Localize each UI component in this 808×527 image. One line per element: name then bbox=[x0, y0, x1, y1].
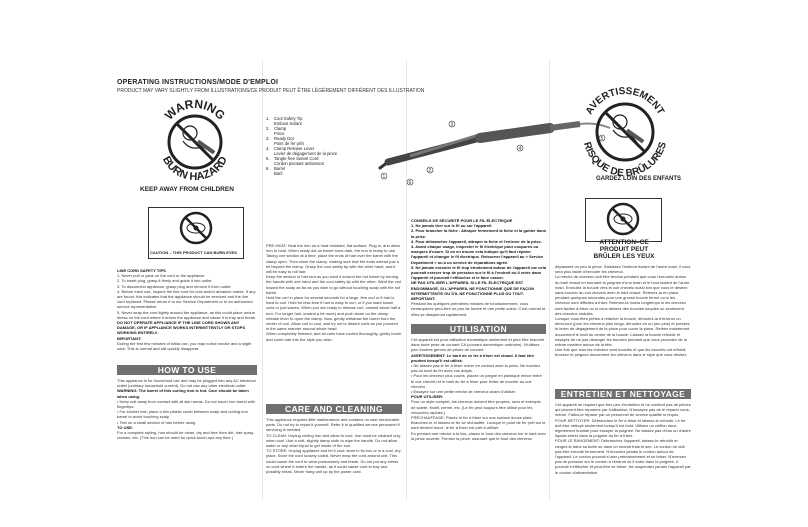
important-text: During the first few minutes of initial use, you may notice smoke and a slight odor. This is normal and will quickly disappear. bbox=[117, 340, 252, 352]
fr-safety-heading: CONSEILS DE SÉCURITÉ POUR LE FIL ÉLECTRIQUE bbox=[411, 218, 513, 223]
how-to-use-warning: WARNING: The barrel of this curling iron is hot. Care should be taken when using. bbox=[117, 388, 249, 399]
list-item: 2. To insert plug, grasp it firmly and guide it into outlet. bbox=[117, 278, 213, 284]
pour-utiliser-label: POUR UTILISER: bbox=[411, 394, 444, 400]
list-item: 5. Tangle-free Swivel Cord Cordon pivotant antitorsion bbox=[266, 156, 325, 166]
fr-paragraph: dépassent un peu la pince. Saisissez l'embout isolant de l'autre main, il vous sera plus facile d'enrouler les cheveux. bbox=[555, 264, 691, 275]
damage-warning: DO NOT OPERATE APPLIANCE IF THE LINE CORD SHOWS ANY DAMAGE, OR IF APPLIANCE WORKS INTERMITTENTLY OR STOPS WORKING ENTIRELY. bbox=[117, 320, 246, 336]
fr-badge-top: AVERTISSEMENT bbox=[583, 85, 667, 117]
fr-paragraph: La mèche de cheveux doit être tendue pendant que vous l'enroulez autour du baril chaud en tournant la poignée d'une main et le bout isolant de l'autre main. Enroulez la boucle vers le cuir chevelu aussi loin que vous le désirez sans toucher au cuir chevelu avec le baril chaud. Retenez-la en place pendant quelques secondes pour une grosse boucle ferme ou si les cheveux sont difficiles à friser. Retenez-la moins longtemps si les cheveux sont faciles à friser ou si vous désirez des boucles souples ou seulement des cheveux ondulés. bbox=[555, 274, 690, 316]
fr-safety-section bbox=[411, 218, 546, 317]
fold-line bbox=[262, 60, 263, 500]
fr-continued-section bbox=[555, 264, 691, 358]
list-item: 1. Ne jamais tirer sur le fil ou sur l'appareil. bbox=[411, 223, 493, 229]
care-intro: This appliance requires little maintenance and contains no user serviceable parts. Do not try to repair it yourself. Refer it to qualified service personnel if servicing is needed. bbox=[266, 417, 400, 433]
list-item: 2. Pour brancher la fiche : Attraper fermement la fiche et la guider dans la prise. bbox=[411, 228, 546, 239]
page-subtitle: PRODUCT MAY VARY SLIGHTLY FROM ILLUSTRATIONS/CE PRODUIT PEUT ÊTRE LÉGÈREMENT DIFFÉRENT DES ILLUSTRATION bbox=[117, 88, 425, 94]
care-to-store: TO STORE: Unplug appliance and let it cool; store in its box or in a cool, dry place. Store the cord loosely coiled. Never wrap the cord around unit. This could cause the cord to wear prematurely and break. Do not put any stress on cord where it enters the handle, as it could cause cord to fray and possibly break. Never hang unit up by the power cord. bbox=[266, 448, 401, 475]
list-item: 4. Clamp Release Lever Levier de dégagement de la pince bbox=[266, 146, 338, 156]
how-to-use-section bbox=[117, 378, 257, 440]
important-label: IMPORTANT: bbox=[117, 335, 142, 341]
warning-badge-bottom: BURN HAZARD bbox=[160, 154, 230, 184]
entretien-section bbox=[555, 402, 691, 475]
svg-text:5: 5 bbox=[600, 136, 604, 142]
burn-hazard-badge bbox=[150, 95, 240, 190]
list-item: 3. To disconnect appliance, grasp plug and remove it from outlet. bbox=[117, 283, 232, 289]
utilisation-warning: AVERTISSEMENT: Le baril de ce fer à friser est chaud. Il faut être prudent lorsqu'il est utilisé. bbox=[411, 352, 535, 363]
list-item: 5. Ne jamais enrouler le fil trop étroitement autour de l'appareil car cela pourrait exercer trop de pression sur le fil à l'endroit où il entre dans l'appareil et pourrait l'effilocher et le faire casser. bbox=[411, 264, 546, 281]
operation-paragraph: Hold the curl in place for several seconds for a large, firm curl or if hair is hard to curl. Hold for less time if hair is easy to curl, or if you want looser curls or just waves. When you are ready to release curl, unwind about half a turn. For longer hair, unwind a bit more) and push down on the clamp release lever to open the clamp. Now, gently withdraw the barrel from the center of curl. Allow curl to cool, and try not to disturb curls as you proceed in the same manner around whole head. bbox=[266, 295, 401, 332]
list-item: • Ne laissez pas le fer à friser entrer en contact avec la peau. Ne touchez pas au baril du fer avec vos doigts. bbox=[411, 363, 541, 374]
operation-paragraph: When completely finished, and all curls have cooled thoroughly, gently brush and comb hair into the style you wish. bbox=[266, 331, 402, 342]
utilisation-section bbox=[411, 337, 546, 441]
operation-paragraph: Taking one section at a time, place the ends of hair over the barrel with the clamp open. Then close the clamp, making sure that the ends extend just a bit beyond the clamp. Grasp the cool safety tip with the other hand, and it will be easy to roll hair. bbox=[266, 253, 399, 275]
fr-damage-warning: NE PAS UTILISER L'APPAREIL SI LE FIL ÉLECTRIQUE EST ENDOMMAGÉ, SI L'APPAREIL NE FONCTIONNE QUE DE FAÇON INTERMITTENTE OU S'IL NE FONCTIONNE PLUS DU TOUT. bbox=[411, 280, 535, 296]
operation-paragraph: PRE-HEAT: Heat the iron on a heat resistant, flat surface. Plug in, and allow iron to heat. When ready dot on barrel turns dark, the iron is ready to use. bbox=[266, 243, 400, 254]
list-item: • Keep unit away from contact with all skin areas. Do not touch iron barrel with fingertips. bbox=[117, 398, 255, 410]
fr-badge-bottom: RISQUE DE BRÛLURES bbox=[580, 140, 670, 180]
fr-paragraph: Une fois que tous les cheveux sont bouclés et que les boucles ont refroidi, brossez et peignez doucement les cheveux dans le style que vous désirez. bbox=[555, 347, 688, 358]
operation-paragraph: Keep the section of hair taut as you wind it around the hot barrel by turning the handle with one hand and the cool safety tip with the other. Wind the curl toward the scalp as far as you wish to go without touching scalp with the hot barrel. bbox=[266, 274, 402, 295]
list-item: 1. Cool Safety Tip Embout isolant bbox=[266, 116, 303, 126]
svg-text:3: 3 bbox=[450, 122, 454, 128]
risque-brulures-badge bbox=[575, 82, 675, 180]
page-title: OPERATING INSTRUCTIONS/MODE D'EMPLOI bbox=[117, 79, 279, 86]
care-section bbox=[266, 417, 402, 474]
safety-tips-heading: LINE CORD SAFETY TIPS bbox=[117, 268, 166, 273]
list-item: 2. Clamp Pince bbox=[266, 126, 287, 136]
fr-keep-away-label: GARDEZ LOIN DES ENFANTS bbox=[596, 176, 682, 182]
list-item: 6. Barrel Baril bbox=[266, 166, 286, 176]
list-item: • Pour les cheveux plus courts, placez un peigne en plastique mince entre le cuir chevelu et le baril du fer à friser pour éviter de toucher au cuir chevelu. bbox=[411, 373, 542, 389]
svg-text:AVERTISSEMENT bbox=[584, 86, 666, 117]
list-item: 1. Never pull or yank on the cord or the appliance. bbox=[117, 273, 206, 279]
pour-utiliser-text: Pour un style complet, les cheveux doivent être propres, secs et exempts de saleté, fixatif, crème, etc. (Le fer peut toujours être utilisé pour les retouches rapides.) bbox=[411, 399, 541, 415]
safety-tips bbox=[117, 268, 257, 351]
entretien-nettoyer: POUR NETTOYER: Débranchez le fer à friser et laissez-le refroidir. Le fer doit être nettoyé seulement lorsqu'il est froid. Utilisez un chiffon doux, légèrement humide pour essuyer la poignée. Ne laissez pas d'eau ou d'autre liquide entrer dans la poignée du fer à friser. bbox=[555, 417, 691, 439]
list-item: 3. Ready Dot Point de fer prêt bbox=[266, 136, 304, 146]
operation-section bbox=[266, 243, 402, 342]
prendre-text: En prenant une mèche à la fois, placez le bout des cheveux sur le baril avec la pince ouverte. Fermez la pince, assurant que le bout des cheveux bbox=[411, 430, 546, 441]
how-to-use-band: HOW TO USE bbox=[117, 365, 257, 375]
eye-burn-icon bbox=[586, 199, 661, 239]
utilisation-intro: Cet appareil est pour utilisation domestique seulement et peut être branché dans toute prise de courant CA (courant domestique ordinaire). N'utilisez pas d'autres genres de prises de courant. bbox=[411, 337, 545, 353]
list-item: • For shorter hair, place a thin plastic comb between scalp and curling iron barrel to avoid touching scalp. bbox=[117, 409, 248, 420]
how-to-use-intro: This appliance is for household use and may be plugged into any AC electrical outlet (ordinary household current). Do not use any other electrical outlet. bbox=[117, 378, 256, 389]
list-item: 3. Pour débrancher l'appareil, attraper la fiche et l'enlever de la prise. bbox=[411, 238, 542, 244]
entretien-band: ENTRETIEN ET NETTOYAGE bbox=[555, 389, 691, 399]
fr-important-text: Pendant les quelques premières minutes de fonctionnement, vous remarquerez peut-être un peu de fumée et une petite odeur. C'est normal et elles se dissiperont rapidement. bbox=[411, 301, 546, 317]
list-item: 4. Before each use, inspect the line cord for cuts and/or abrasion marks. If any are found, this indicates that the appliance should be serviced and the line cord replaced. Please return it to our Service Department or to an authorized service representative. bbox=[117, 288, 256, 310]
svg-text:4: 4 bbox=[518, 146, 522, 152]
fr-caution-box bbox=[585, 198, 662, 242]
prechauffage-text: PRÉCHAUFFAGE: Placez le fer à friser sur une surface douce plate. Branchez-le et laissez-le fer se réchauffer. Lorsque le point de fer prêt sur le baril devient foncé, le fer à friser est prêt à utiliser. bbox=[411, 415, 546, 431]
svg-text:1: 1 bbox=[382, 174, 386, 180]
list-item: • Essayez sur une petite mèche de cheveux avant d'utiliser. bbox=[411, 389, 517, 395]
utilisation-band: UTILISATION bbox=[411, 324, 546, 334]
fr-attention-text: ATTENTION–CE PRODUIT PEUT BRÛLER LES YEUX bbox=[593, 239, 655, 260]
to-use-text: For a complete styling, hair should be clean, dry and free from dirt, hair spray, creams, etc. (This iron can be used for quick touch-ups any time.) bbox=[117, 430, 255, 441]
list-item: • Test on a small section of hair before using. bbox=[117, 419, 197, 425]
list-item: 4. Avant chaque usage, inspecter le fil électrique pour coupures ou marques d'usure. Si on en trouve cela indique qu'il faut réparer l'appareil et changer le fil électrique. Retourner l'appareil au « Service Department » ou à un service de réparations agréé. bbox=[411, 244, 544, 265]
entretien-ranger: POUR LE RANGEMENT: Débranchez l'appareil, laissez-le refroidir et rangez-le dans sa boîte ou dans un endroit frais et sec. Le cordon ne doit pas être enroulé fermement. N'enroulez jamais le cordon autour de l'appareil. Le cordon pourrait s'user prématurément et se briser. N'exercez pas de pression sur le cordon à l'endroit où il entre dans la poignée, il pourrait s'effilocher et peut-être se briser. Ne suspendez jamais l'appareil par le cordon d'alimentation. bbox=[555, 438, 691, 475]
fr-paragraph: Lorsque vous êtes prêtes à relâcher la boucle, déroulez-la d'environ un demi-tour (pour les cheveux plus longs, déroulez-en un peu plus) et pressez le levier de dégagement de la pince pour ouvrir la pince. Retirez maintenant doucement le baril du centre de la boucle. Laissez la boucle refroidir et essayez de ne pas déranger les boucles pendant que vous procédez de la même manière autour de la tête. bbox=[555, 316, 690, 348]
to-use-label: TO USE: bbox=[117, 424, 134, 430]
fr-important-label: IMPORTANT: bbox=[411, 296, 436, 302]
parts-list bbox=[266, 116, 376, 176]
care-to-clean: TO CLEAN: Unplug curling iron and allow to cool. Iron must be cleaned only when cool. Use a soft, slightly damp cloth to wipe the handle. Do not allow water or any other liquid to get inside of the iron. bbox=[266, 432, 401, 449]
keep-away-label: KEEP AWAY FROM CHILDREN bbox=[140, 186, 234, 193]
entretien-intro: Cet appareil ne requiert que très peu d'entretien et ne contient pas de pièces qui peuvent être réparées par l'utilisateur. N'essayez pas de le réparer vous-même. Faites-le réparer par un personnel de service qualifié si requis. bbox=[555, 402, 691, 418]
svg-text:WARNING bbox=[162, 97, 228, 123]
eye-burn-icon bbox=[149, 208, 243, 248]
caution-text: CAUTION – THIS PRODUCT CAN BURN EYES bbox=[150, 250, 237, 255]
warning-badge-top: WARNING bbox=[162, 96, 229, 123]
svg-text:6: 6 bbox=[408, 180, 412, 186]
svg-text:2: 2 bbox=[428, 168, 432, 174]
list-item: 5. Never wrap the cord tightly around the appliance, as this could place undue stress on the cord where it enters the appliance and cause it to fray and break. bbox=[117, 309, 256, 320]
care-cleaning-band: CARE AND CLEANING bbox=[266, 404, 402, 414]
